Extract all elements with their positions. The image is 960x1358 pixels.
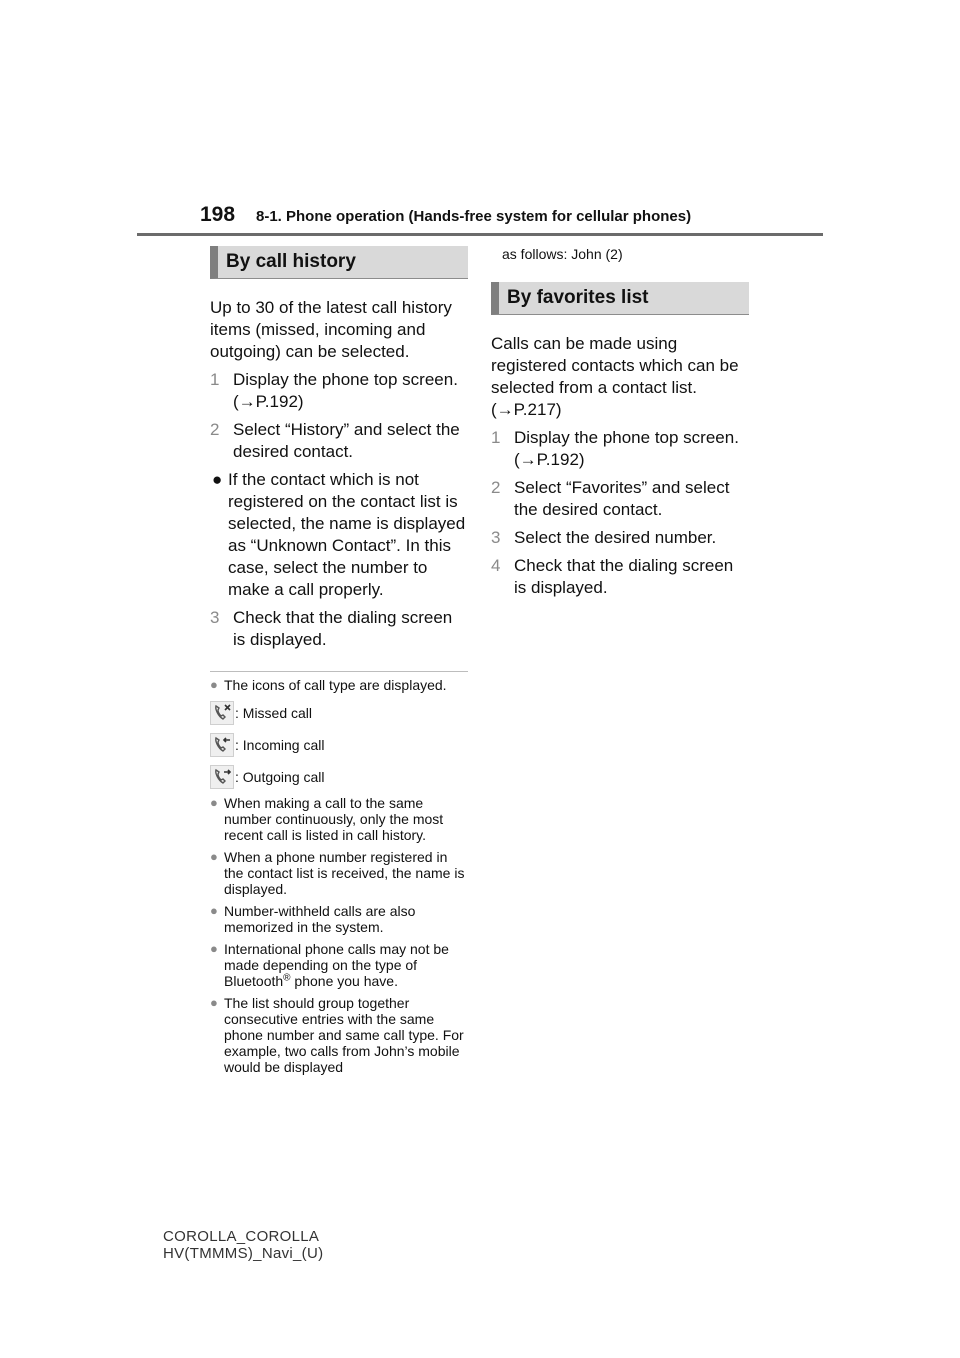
note-registered-number	[210, 849, 468, 897]
step-2	[491, 477, 749, 521]
call-history-intro: Up to 30 of the latest call history items (missed, incoming and outgoing) can be selected.	[210, 298, 452, 361]
note-text: Number-withheld calls are also memorized in the system.	[224, 903, 416, 935]
step-number: 2	[491, 478, 501, 497]
outgoing-call-icon	[210, 765, 234, 789]
note-continuous-call	[210, 795, 468, 843]
note-dot-icon: ●	[210, 995, 218, 1010]
step-text: Select “History” and select the desired contact.	[233, 420, 460, 461]
missed-call-icon	[210, 701, 234, 725]
step-text: Check that the dialing screen is displayed.	[233, 608, 453, 649]
favorites-intro: Calls can be made using registered contacts which can be selected from a contact list. (→P.217)	[491, 334, 739, 419]
note-dot-icon: ●	[210, 903, 218, 918]
step-number: 1	[210, 370, 220, 389]
step-number: 4	[491, 556, 501, 575]
icon-legend-incoming	[210, 731, 468, 759]
footer-line-2: HV(TMMMS)_Navi_(U)	[163, 1245, 324, 1262]
step-text: Check that the dialing screen is displayed.	[514, 556, 734, 597]
step-number: 1	[491, 428, 501, 447]
note-dot-icon: ●	[210, 677, 218, 692]
note-number-withheld	[210, 903, 468, 935]
legend-label: : Missed call	[235, 705, 313, 721]
note-text: When a phone number registered in the contact list is received, the name is displayed.	[224, 849, 465, 897]
note-continuation: as follows: John (2)	[502, 246, 623, 262]
registered-mark: ®	[283, 972, 291, 984]
bullet-unknown-contact	[210, 469, 468, 601]
legend-label: : Outgoing call	[235, 769, 325, 785]
incoming-call-icon	[210, 733, 234, 757]
bullet-text: If the contact which is not registered on the contact list is selected, the name is displayed as “Unknown Contact”. In this case, select the number to make a call properly.	[228, 470, 466, 599]
step-1	[491, 427, 749, 471]
step-text: Select the desired number.	[514, 528, 717, 547]
bullet-dot-icon: ●	[212, 470, 223, 489]
step-number: 3	[210, 608, 220, 627]
step-3	[491, 527, 749, 549]
step-3	[210, 607, 468, 651]
section-heading-favorites: By favorites list	[491, 282, 749, 315]
step-text: Display the phone top screen. (→P.192)	[233, 370, 458, 411]
note-text: When making a call to the same number continuously, only the most recent call is listed in call history.	[224, 795, 444, 843]
chapter-title: 8-1. Phone operation (Hands-free system for cellular phones)	[256, 208, 692, 225]
note-dot-icon: ●	[210, 795, 218, 810]
left-column	[210, 246, 468, 1081]
note-text: phone you have.	[290, 973, 398, 989]
note-text: The icons of call type are displayed.	[224, 677, 447, 693]
step-text: Display the phone top screen. (→P.192)	[514, 428, 739, 469]
right-column	[491, 246, 749, 599]
note-icons	[210, 677, 468, 693]
step-4	[491, 555, 749, 599]
note-grouping	[210, 995, 468, 1075]
legend-label: : Incoming call	[235, 737, 325, 753]
step-1	[210, 369, 468, 413]
step-2	[210, 419, 468, 463]
footer-model-code	[163, 1228, 323, 1262]
step-number: 3	[491, 528, 501, 547]
note-international-calls	[210, 941, 468, 989]
step-number: 2	[210, 420, 220, 439]
icon-legend-missed	[210, 699, 468, 727]
notes-section	[210, 671, 468, 1075]
footer-line-1: COROLLA_COROLLA	[163, 1228, 320, 1245]
section-heading-call-history: By call history	[210, 246, 468, 279]
note-text: International phone calls may not be made depending on the type of Bluetooth	[224, 941, 449, 989]
note-text: The list should group together consecutive entries with the same phone number and same call type. For example, two calls from John’s mobile would be displayed	[224, 995, 464, 1075]
step-text: Select “Favorites” and select the desired contact.	[514, 478, 730, 519]
icon-legend-outgoing	[210, 763, 468, 791]
header-divider	[137, 233, 823, 236]
note-dot-icon: ●	[210, 849, 218, 864]
note-dot-icon: ●	[210, 941, 218, 956]
page-number: 198	[200, 203, 236, 226]
